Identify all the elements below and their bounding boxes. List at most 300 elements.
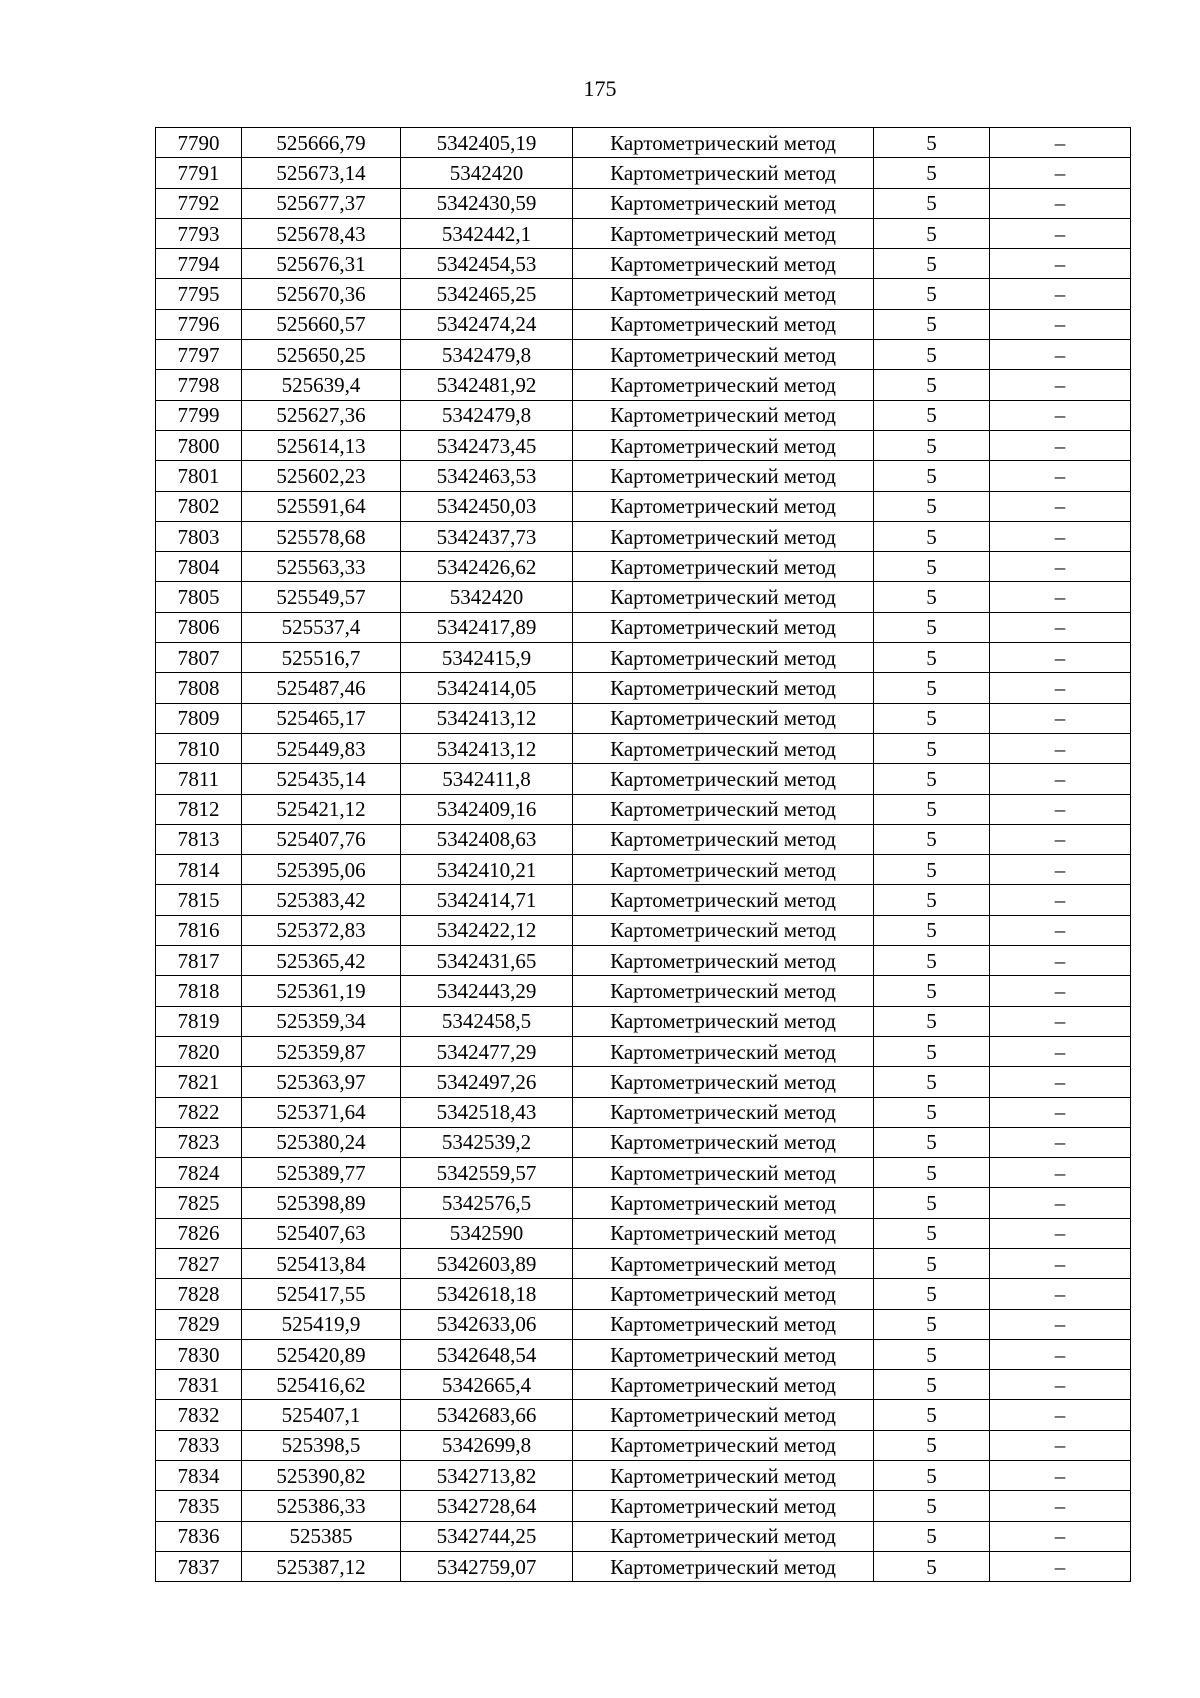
point-number-cell: 7834	[156, 1461, 242, 1491]
x-coordinate-cell: 525385	[242, 1521, 401, 1551]
table-row	[156, 946, 1131, 976]
table-row	[156, 1400, 1131, 1430]
table-row	[156, 1188, 1131, 1218]
note-cell: –	[990, 1067, 1131, 1097]
table-row	[156, 643, 1131, 673]
x-coordinate-cell: 525670,36	[242, 279, 401, 309]
method-cell: Картометрический метод	[573, 733, 874, 763]
method-cell: Картометрический метод	[573, 824, 874, 854]
point-number-cell: 7815	[156, 885, 242, 915]
x-coordinate-cell: 525591,64	[242, 491, 401, 521]
x-coordinate-cell: 525372,83	[242, 915, 401, 945]
y-coordinate-cell: 5342477,29	[401, 1036, 573, 1066]
method-cell: Картометрический метод	[573, 1430, 874, 1460]
point-number-cell: 7813	[156, 824, 242, 854]
point-number-cell: 7814	[156, 855, 242, 885]
point-number-cell: 7812	[156, 794, 242, 824]
note-cell: –	[990, 673, 1131, 703]
note-cell: –	[990, 491, 1131, 521]
x-coordinate-cell: 525487,46	[242, 673, 401, 703]
method-cell: Картометрический метод	[573, 309, 874, 339]
x-coordinate-cell: 525516,7	[242, 643, 401, 673]
x-coordinate-cell: 525387,12	[242, 1551, 401, 1581]
y-coordinate-cell: 5342431,65	[401, 946, 573, 976]
accuracy-cell: 5	[874, 430, 990, 460]
table-row	[156, 764, 1131, 794]
method-cell: Картометрический метод	[573, 430, 874, 460]
point-number-cell: 7800	[156, 430, 242, 460]
point-number-cell: 7793	[156, 218, 242, 248]
y-coordinate-cell: 5342413,12	[401, 733, 573, 763]
table-row	[156, 885, 1131, 915]
x-coordinate-cell: 525639,4	[242, 370, 401, 400]
note-cell: –	[990, 703, 1131, 733]
method-cell: Картометрический метод	[573, 491, 874, 521]
y-coordinate-cell: 5342590	[401, 1218, 573, 1248]
point-number-cell: 7816	[156, 915, 242, 945]
accuracy-cell: 5	[874, 855, 990, 885]
note-cell: –	[990, 1370, 1131, 1400]
method-cell: Картометрический метод	[573, 1188, 874, 1218]
point-number-cell: 7801	[156, 461, 242, 491]
point-number-cell: 7829	[156, 1309, 242, 1339]
x-coordinate-cell: 525627,36	[242, 400, 401, 430]
table-row	[156, 976, 1131, 1006]
accuracy-cell: 5	[874, 370, 990, 400]
y-coordinate-cell: 5342497,26	[401, 1067, 573, 1097]
note-cell: –	[990, 1188, 1131, 1218]
table-row	[156, 430, 1131, 460]
accuracy-cell: 5	[874, 976, 990, 1006]
method-cell: Картометрический метод	[573, 1248, 874, 1278]
method-cell: Картометрический метод	[573, 1218, 874, 1248]
accuracy-cell: 5	[874, 794, 990, 824]
x-coordinate-cell: 525673,14	[242, 158, 401, 188]
x-coordinate-cell: 525398,5	[242, 1430, 401, 1460]
table-row	[156, 824, 1131, 854]
y-coordinate-cell: 5342443,29	[401, 976, 573, 1006]
x-coordinate-cell: 525549,57	[242, 582, 401, 612]
accuracy-cell: 5	[874, 249, 990, 279]
y-coordinate-cell: 5342408,63	[401, 824, 573, 854]
y-coordinate-cell: 5342414,05	[401, 673, 573, 703]
x-coordinate-cell: 525449,83	[242, 733, 401, 763]
point-number-cell: 7804	[156, 552, 242, 582]
accuracy-cell: 5	[874, 188, 990, 218]
table-row	[156, 552, 1131, 582]
table-row	[156, 370, 1131, 400]
table-row	[156, 521, 1131, 551]
y-coordinate-cell: 5342409,16	[401, 794, 573, 824]
method-cell: Картометрический метод	[573, 976, 874, 1006]
accuracy-cell: 5	[874, 491, 990, 521]
accuracy-cell: 5	[874, 1006, 990, 1036]
table-row	[156, 1248, 1131, 1278]
accuracy-cell: 5	[874, 1551, 990, 1581]
table-row	[156, 1461, 1131, 1491]
x-coordinate-cell: 525537,4	[242, 612, 401, 642]
point-number-cell: 7791	[156, 158, 242, 188]
note-cell: –	[990, 946, 1131, 976]
table-row	[156, 703, 1131, 733]
point-number-cell: 7807	[156, 643, 242, 673]
point-number-cell: 7810	[156, 733, 242, 763]
note-cell: –	[990, 370, 1131, 400]
y-coordinate-cell: 5342442,1	[401, 218, 573, 248]
method-cell: Картометрический метод	[573, 1067, 874, 1097]
point-number-cell: 7819	[156, 1006, 242, 1036]
method-cell: Картометрический метод	[573, 188, 874, 218]
y-coordinate-cell: 5342458,5	[401, 1006, 573, 1036]
point-number-cell: 7817	[156, 946, 242, 976]
accuracy-cell: 5	[874, 643, 990, 673]
accuracy-cell: 5	[874, 1188, 990, 1218]
method-cell: Картометрический метод	[573, 279, 874, 309]
y-coordinate-cell: 5342559,57	[401, 1158, 573, 1188]
x-coordinate-cell: 525407,1	[242, 1400, 401, 1430]
note-cell: –	[990, 1006, 1131, 1036]
note-cell: –	[990, 400, 1131, 430]
table-row	[156, 1218, 1131, 1248]
x-coordinate-cell: 525363,97	[242, 1067, 401, 1097]
accuracy-cell: 5	[874, 1309, 990, 1339]
method-cell: Картометрический метод	[573, 218, 874, 248]
accuracy-cell: 5	[874, 1430, 990, 1460]
note-cell: –	[990, 128, 1131, 158]
x-coordinate-cell: 525465,17	[242, 703, 401, 733]
accuracy-cell: 5	[874, 1097, 990, 1127]
method-cell: Картометрический метод	[573, 764, 874, 794]
y-coordinate-cell: 5342759,07	[401, 1551, 573, 1581]
y-coordinate-cell: 5342474,24	[401, 309, 573, 339]
method-cell: Картометрический метод	[573, 1309, 874, 1339]
point-number-cell: 7805	[156, 582, 242, 612]
table-row	[156, 1036, 1131, 1066]
x-coordinate-cell: 525365,42	[242, 946, 401, 976]
table-row	[156, 1339, 1131, 1369]
coordinates-table	[155, 127, 1131, 1582]
method-cell: Картометрический метод	[573, 794, 874, 824]
method-cell: Картометрический метод	[573, 1127, 874, 1157]
x-coordinate-cell: 525359,87	[242, 1036, 401, 1066]
x-coordinate-cell: 525390,82	[242, 1461, 401, 1491]
table-row	[156, 1521, 1131, 1551]
y-coordinate-cell: 5342417,89	[401, 612, 573, 642]
y-coordinate-cell: 5342405,19	[401, 128, 573, 158]
note-cell: –	[990, 824, 1131, 854]
accuracy-cell: 5	[874, 400, 990, 430]
table-row	[156, 915, 1131, 945]
table-row	[156, 1551, 1131, 1581]
accuracy-cell: 5	[874, 1036, 990, 1066]
accuracy-cell: 5	[874, 1218, 990, 1248]
table-row	[156, 1370, 1131, 1400]
table-row	[156, 491, 1131, 521]
method-cell: Картометрический метод	[573, 703, 874, 733]
point-number-cell: 7803	[156, 521, 242, 551]
x-coordinate-cell: 525650,25	[242, 340, 401, 370]
method-cell: Картометрический метод	[573, 1461, 874, 1491]
x-coordinate-cell: 525666,79	[242, 128, 401, 158]
table-row	[156, 1309, 1131, 1339]
method-cell: Картометрический метод	[573, 552, 874, 582]
table-row	[156, 1067, 1131, 1097]
note-cell: –	[990, 521, 1131, 551]
y-coordinate-cell: 5342539,2	[401, 1127, 573, 1157]
point-number-cell: 7798	[156, 370, 242, 400]
x-coordinate-cell: 525395,06	[242, 855, 401, 885]
note-cell: –	[990, 1097, 1131, 1127]
table-row	[156, 1158, 1131, 1188]
method-cell: Картометрический метод	[573, 673, 874, 703]
note-cell: –	[990, 249, 1131, 279]
point-number-cell: 7802	[156, 491, 242, 521]
y-coordinate-cell: 5342699,8	[401, 1430, 573, 1460]
x-coordinate-cell: 525563,33	[242, 552, 401, 582]
note-cell: –	[990, 885, 1131, 915]
note-cell: –	[990, 1218, 1131, 1248]
accuracy-cell: 5	[874, 673, 990, 703]
point-number-cell: 7826	[156, 1218, 242, 1248]
accuracy-cell: 5	[874, 1461, 990, 1491]
table-row	[156, 1491, 1131, 1521]
point-number-cell: 7835	[156, 1491, 242, 1521]
y-coordinate-cell: 5342665,4	[401, 1370, 573, 1400]
y-coordinate-cell: 5342683,66	[401, 1400, 573, 1430]
note-cell: –	[990, 764, 1131, 794]
x-coordinate-cell: 525578,68	[242, 521, 401, 551]
point-number-cell: 7837	[156, 1551, 242, 1581]
y-coordinate-cell: 5342454,53	[401, 249, 573, 279]
point-number-cell: 7790	[156, 128, 242, 158]
x-coordinate-cell: 525407,63	[242, 1218, 401, 1248]
accuracy-cell: 5	[874, 461, 990, 491]
method-cell: Картометрический метод	[573, 1400, 874, 1430]
note-cell: –	[990, 612, 1131, 642]
table-row	[156, 461, 1131, 491]
note-cell: –	[990, 582, 1131, 612]
x-coordinate-cell: 525677,37	[242, 188, 401, 218]
x-coordinate-cell: 525420,89	[242, 1339, 401, 1369]
y-coordinate-cell: 5342473,45	[401, 430, 573, 460]
x-coordinate-cell: 525676,31	[242, 249, 401, 279]
note-cell: –	[990, 188, 1131, 218]
y-coordinate-cell: 5342479,8	[401, 340, 573, 370]
accuracy-cell: 5	[874, 552, 990, 582]
x-coordinate-cell: 525419,9	[242, 1309, 401, 1339]
note-cell: –	[990, 1339, 1131, 1369]
x-coordinate-cell: 525398,89	[242, 1188, 401, 1218]
accuracy-cell: 5	[874, 128, 990, 158]
note-cell: –	[990, 976, 1131, 1006]
x-coordinate-cell: 525416,62	[242, 1370, 401, 1400]
method-cell: Картометрический метод	[573, 1339, 874, 1369]
point-number-cell: 7827	[156, 1248, 242, 1278]
method-cell: Картометрический метод	[573, 885, 874, 915]
y-coordinate-cell: 5342603,89	[401, 1248, 573, 1278]
table-row	[156, 279, 1131, 309]
point-number-cell: 7794	[156, 249, 242, 279]
method-cell: Картометрический метод	[573, 1521, 874, 1551]
accuracy-cell: 5	[874, 1248, 990, 1278]
note-cell: –	[990, 461, 1131, 491]
x-coordinate-cell: 525660,57	[242, 309, 401, 339]
point-number-cell: 7828	[156, 1279, 242, 1309]
table-row	[156, 218, 1131, 248]
page-number: 175	[583, 76, 617, 101]
point-number-cell: 7831	[156, 1370, 242, 1400]
note-cell: –	[990, 1400, 1131, 1430]
table-row	[156, 188, 1131, 218]
accuracy-cell: 5	[874, 218, 990, 248]
x-coordinate-cell: 525678,43	[242, 218, 401, 248]
note-cell: –	[990, 1158, 1131, 1188]
x-coordinate-cell: 525407,76	[242, 824, 401, 854]
point-number-cell: 7799	[156, 400, 242, 430]
note-cell: –	[990, 855, 1131, 885]
table-row	[156, 158, 1131, 188]
accuracy-cell: 5	[874, 1158, 990, 1188]
point-number-cell: 7822	[156, 1097, 242, 1127]
note-cell: –	[990, 218, 1131, 248]
table-row	[156, 855, 1131, 885]
note-cell: –	[990, 1521, 1131, 1551]
y-coordinate-cell: 5342518,43	[401, 1097, 573, 1127]
point-number-cell: 7795	[156, 279, 242, 309]
method-cell: Картометрический метод	[573, 1097, 874, 1127]
method-cell: Картометрический метод	[573, 1551, 874, 1581]
note-cell: –	[990, 1491, 1131, 1521]
point-number-cell: 7832	[156, 1400, 242, 1430]
y-coordinate-cell: 5342481,92	[401, 370, 573, 400]
y-coordinate-cell: 5342415,9	[401, 643, 573, 673]
note-cell: –	[990, 1279, 1131, 1309]
accuracy-cell: 5	[874, 1400, 990, 1430]
accuracy-cell: 5	[874, 703, 990, 733]
table-row	[156, 794, 1131, 824]
method-cell: Картометрический метод	[573, 1036, 874, 1066]
point-number-cell: 7824	[156, 1158, 242, 1188]
y-coordinate-cell: 5342576,5	[401, 1188, 573, 1218]
method-cell: Картометрический метод	[573, 946, 874, 976]
method-cell: Картометрический метод	[573, 1006, 874, 1036]
point-number-cell: 7833	[156, 1430, 242, 1460]
note-cell: –	[990, 643, 1131, 673]
note-cell: –	[990, 1127, 1131, 1157]
accuracy-cell: 5	[874, 1370, 990, 1400]
y-coordinate-cell: 5342463,53	[401, 461, 573, 491]
table-row	[156, 249, 1131, 279]
point-number-cell: 7806	[156, 612, 242, 642]
method-cell: Картометрический метод	[573, 400, 874, 430]
method-cell: Картометрический метод	[573, 370, 874, 400]
note-cell: –	[990, 794, 1131, 824]
table-row	[156, 673, 1131, 703]
table-row	[156, 1127, 1131, 1157]
method-cell: Картометрический метод	[573, 855, 874, 885]
table-row	[156, 400, 1131, 430]
table-row	[156, 309, 1131, 339]
y-coordinate-cell: 5342422,12	[401, 915, 573, 945]
accuracy-cell: 5	[874, 340, 990, 370]
table-row	[156, 582, 1131, 612]
method-cell: Картометрический метод	[573, 1279, 874, 1309]
point-number-cell: 7818	[156, 976, 242, 1006]
x-coordinate-cell: 525380,24	[242, 1127, 401, 1157]
table-row	[156, 1279, 1131, 1309]
y-coordinate-cell: 5342648,54	[401, 1339, 573, 1369]
accuracy-cell: 5	[874, 1127, 990, 1157]
accuracy-cell: 5	[874, 824, 990, 854]
y-coordinate-cell: 5342633,06	[401, 1309, 573, 1339]
table-row	[156, 733, 1131, 763]
x-coordinate-cell: 525602,23	[242, 461, 401, 491]
table-row	[156, 1430, 1131, 1460]
y-coordinate-cell: 5342413,12	[401, 703, 573, 733]
accuracy-cell: 5	[874, 1067, 990, 1097]
y-coordinate-cell: 5342713,82	[401, 1461, 573, 1491]
table-row	[156, 612, 1131, 642]
point-number-cell: 7823	[156, 1127, 242, 1157]
point-number-cell: 7809	[156, 703, 242, 733]
note-cell: –	[990, 279, 1131, 309]
point-number-cell: 7821	[156, 1067, 242, 1097]
note-cell: –	[990, 552, 1131, 582]
accuracy-cell: 5	[874, 1279, 990, 1309]
table-row	[156, 1097, 1131, 1127]
y-coordinate-cell: 5342411,8	[401, 764, 573, 794]
method-cell: Картометрический метод	[573, 1491, 874, 1521]
y-coordinate-cell: 5342465,25	[401, 279, 573, 309]
y-coordinate-cell: 5342420	[401, 582, 573, 612]
point-number-cell: 7797	[156, 340, 242, 370]
x-coordinate-cell: 525383,42	[242, 885, 401, 915]
method-cell: Картометрический метод	[573, 461, 874, 491]
x-coordinate-cell: 525413,84	[242, 1248, 401, 1278]
accuracy-cell: 5	[874, 1521, 990, 1551]
table-row	[156, 1006, 1131, 1036]
point-number-cell: 7836	[156, 1521, 242, 1551]
point-number-cell: 7796	[156, 309, 242, 339]
point-number-cell: 7830	[156, 1339, 242, 1369]
accuracy-cell: 5	[874, 733, 990, 763]
x-coordinate-cell: 525386,33	[242, 1491, 401, 1521]
x-coordinate-cell: 525361,19	[242, 976, 401, 1006]
accuracy-cell: 5	[874, 1339, 990, 1369]
y-coordinate-cell: 5342618,18	[401, 1279, 573, 1309]
x-coordinate-cell: 525371,64	[242, 1097, 401, 1127]
method-cell: Картометрический метод	[573, 521, 874, 551]
accuracy-cell: 5	[874, 946, 990, 976]
x-coordinate-cell: 525435,14	[242, 764, 401, 794]
y-coordinate-cell: 5342728,64	[401, 1491, 573, 1521]
note-cell: –	[990, 915, 1131, 945]
note-cell: –	[990, 340, 1131, 370]
point-number-cell: 7825	[156, 1188, 242, 1218]
x-coordinate-cell: 525614,13	[242, 430, 401, 460]
accuracy-cell: 5	[874, 582, 990, 612]
note-cell: –	[990, 1461, 1131, 1491]
note-cell: –	[990, 733, 1131, 763]
x-coordinate-cell: 525389,77	[242, 1158, 401, 1188]
x-coordinate-cell: 525421,12	[242, 794, 401, 824]
y-coordinate-cell: 5342479,8	[401, 400, 573, 430]
y-coordinate-cell: 5342437,73	[401, 521, 573, 551]
accuracy-cell: 5	[874, 279, 990, 309]
point-number-cell: 7808	[156, 673, 242, 703]
method-cell: Картометрический метод	[573, 643, 874, 673]
note-cell: –	[990, 309, 1131, 339]
